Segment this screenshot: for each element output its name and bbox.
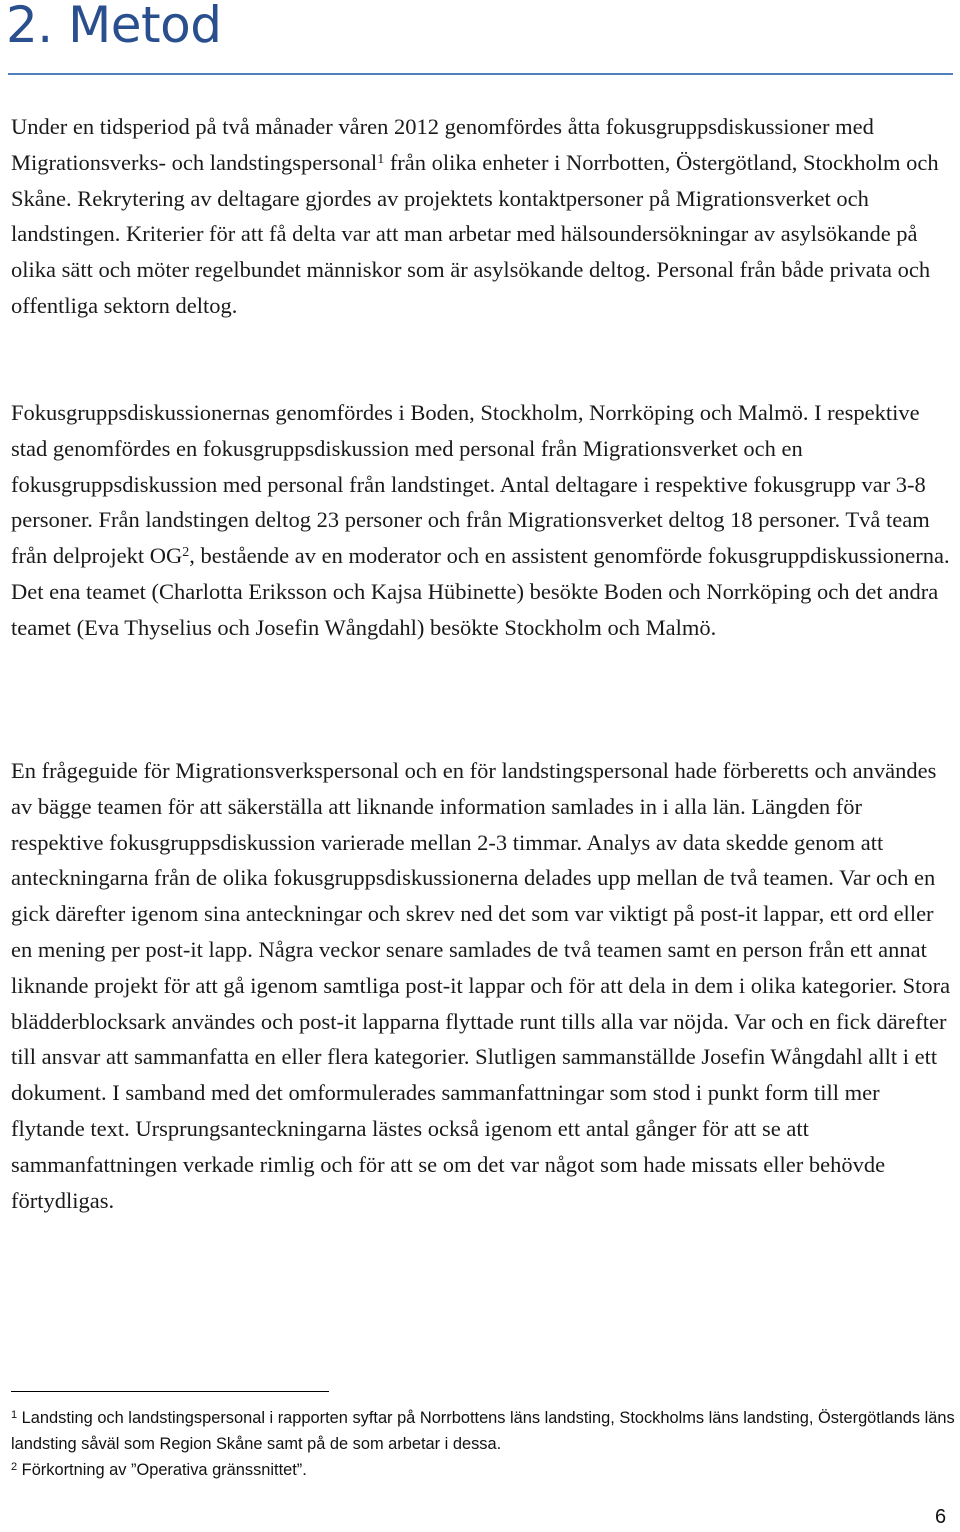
footnote-1-text: Landsting och landstingspersonal i rapporten syftar på Norrbottens läns landsting, Stockholms läns landsting, Östergötlands läns landsting såväl som Region Skåne samt på de som arbetar i dessa.: [11, 1409, 955, 1453]
heading-rule: [8, 73, 953, 75]
section-heading: 2. Metod: [6, 0, 222, 54]
footnote-2: [11, 1457, 956, 1483]
footnote-ref-2[interactable]: 2: [182, 545, 190, 561]
paragraph-3-text: En frågeguide för Migrationsverkspersonal och en för landstingspersonal hade förberetts och användes av bägge teamen för att säkerställa att liknande information samlades in i alla län. Längden för respektive fokusgruppsdiskussion varierade mellan 2-3 timmar. Analys av data skedde genom att anteckningarna från de olika fokusgruppsdiskussionerna delades upp mellan de två teamen. Var och en gick därefter igenom sina anteckningar och skrev ned det som var viktigt på post-it lappar, ett ord eller en mening per post-it lapp. Några veckor senare samlades de två teamen samt en person från ett annat liknande projekt för att gå igenom samtliga post-it lappar och för att dela in dem i olika kategorier. Stora blädderblocksark användes och post-it lapparna flyttade runt tills alla var nöjda. Var och en fick därefter till ansvar att sammanfatta en eller flera kategorier. Slutligen sammanställde Josefin Wångdahl allt i ett dokument. I samband med det omformulerades sammanfattningar som stod i punkt form till mer flytande text. Ursprungsanteckningarna lästes också igenom ett antal gånger för att se att sammanfattningen verkade rimlig och för att se om det var något som hade missats eller behövde förtydligas.: [11, 758, 951, 1213]
footnote-2-text: Förkortning av ”Operativa gränssnittet”.: [17, 1461, 307, 1479]
footnote-separator: [11, 1391, 329, 1392]
footnote-1: [11, 1405, 956, 1457]
paragraph-2-text-b: , bestående av en moderator och en assistent genomförde fokusgruppdiskussionerna. Det ena teamet (Charlotta Eriksson och Kajsa Hübinette) besökte Boden och Norrköping och det andra teamet (Eva Thyselius och Josefin Wångdahl) besökte Stockholm och Malmö.: [11, 543, 950, 640]
page-number: 6: [935, 1506, 947, 1528]
paragraph-1-text-a: Under en tidsperiod på två månader våren 2012 genomfördes åtta fokusgruppsdiskussioner med Migrationsverks- och landstingspersonal: [11, 114, 874, 175]
paragraph-1: [11, 109, 956, 324]
footnotes: [11, 1405, 956, 1483]
paragraph-3: [11, 753, 956, 1218]
footnote-1-number: 1: [11, 1409, 18, 1421]
paragraph-2-text-a: Fokusgruppsdiskussionernas genomfördes i Boden, Stockholm, Norrköping och Malmö. I respektive stad genomfördes en fokusgruppsdiskussion med personal från Migrationsverket och en fokusgruppsdiskussion med personal från landstinget. Antal deltagare i respektive fokusgrupp var 3-8 personer. Från landstingen deltog 23 personer och från Migrationsverket deltog 18 personer. Två team från delprojekt OG: [11, 400, 930, 569]
paragraph-2: [11, 395, 956, 646]
footnote-ref-1[interactable]: 1: [377, 151, 385, 167]
paragraph-1-text-b: från olika enheter i Norrbotten, Östergötland, Stockholm och Skåne. Rekrytering av deltagare gjordes av projektets kontaktpersoner på Migrationsverket och landstingen. Kriterier för att få delta var att man arbetar med hälsoundersökningar av asylsökande på olika sätt och möter regelbundet människor som är asylsökande deltog. Personal från både privata och offentliga sektorn deltog.: [11, 149, 939, 318]
footnote-2-number: 2: [11, 1461, 18, 1473]
